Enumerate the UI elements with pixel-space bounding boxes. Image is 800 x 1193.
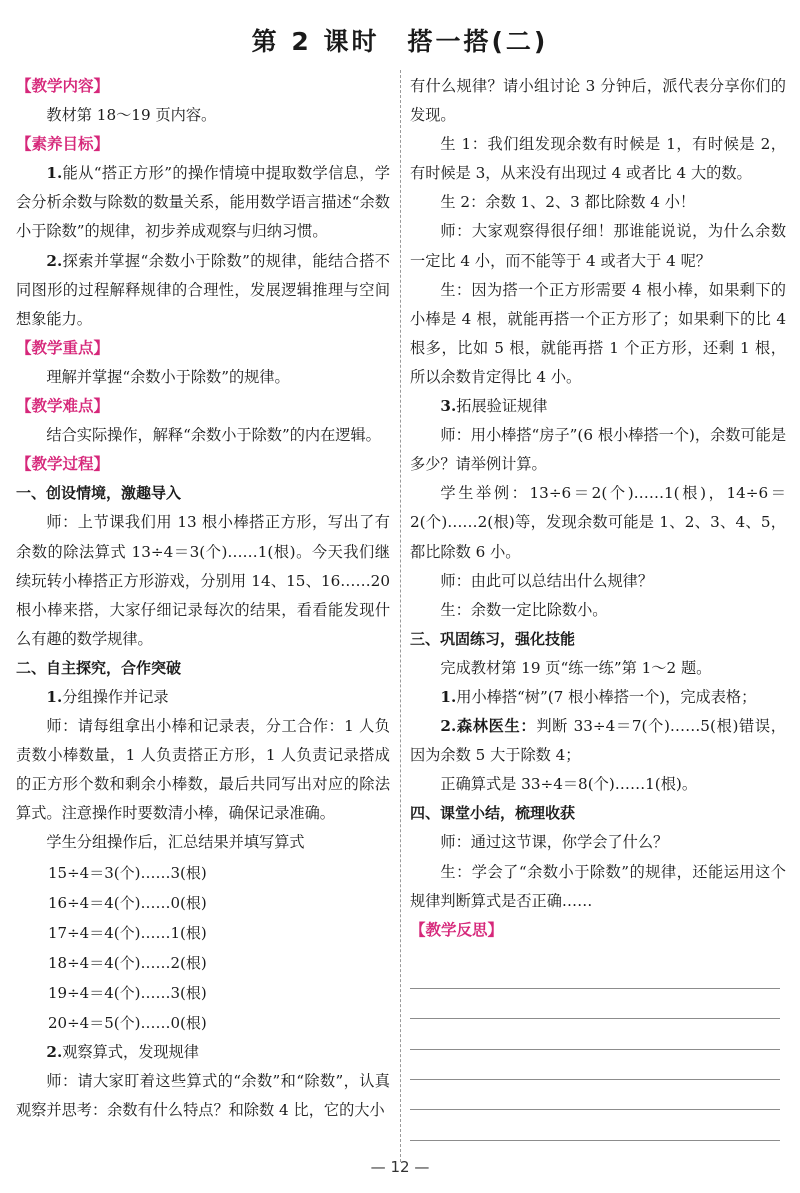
subsection-2-1-text-2: 学生分组操作后，汇总结果并填写算式 [46,833,305,852]
equation-line: 16÷4＝4(个)……0(根) [48,893,207,912]
subsection-2-2-title [16,1038,390,1067]
subsection-2-1-title-text: 分组操作并记录 [62,687,169,706]
exercise-2-correct: 正确算式是 33÷4＝8(个)……1(根)。 [440,775,698,794]
reflection-heading: 【教学反思】 [410,920,504,939]
teacher-question-4: 师：通过这节课，你学会了什么？ [440,833,669,852]
page-number: 12 [390,1158,410,1176]
reflection-lines [410,959,786,1141]
goal-2-number: 2. [46,251,63,270]
difficulty-heading: 【教学难点】 [16,397,110,416]
exercise-2-label: 森林医生： [456,717,537,736]
exercise-2-text: 判断 33÷4＝7(个)……5(根)错误，因为余数 5 大于除数 4； [410,717,786,765]
subsection-2-2-number: 2. [46,1042,63,1061]
section-3-text: 完成教材第 19 页“练一练”第 1～2 题。 [440,658,712,677]
subsection-2-1-title [16,683,390,712]
lesson-title: 第 2 课时 搭一搭(二) [251,27,549,56]
column-divider [400,70,401,1162]
subsection-2-3-number: 3. [440,397,457,416]
goal-1-number: 1. [46,164,63,183]
writing-line [410,959,780,989]
difficulty-text: 结合实际操作，解释“余数小于除数”的内在逻辑。 [46,426,381,445]
teaching-content-heading: 【教学内容】 [16,77,110,95]
process-heading: 【教学过程】 [16,455,110,474]
writing-line [410,1050,780,1080]
exercise-2-number: 2. [440,717,457,736]
student-2-answer: 生 2：余数 1、2、3 都比除数 4 小！ [440,193,696,212]
section-2-heading: 二、自主探究，合作突破 [16,658,182,677]
exercise-1-number: 1. [440,687,457,706]
writing-line [410,1110,780,1140]
subsection-2-2-text: 师：请大家盯着这些算式的“余数”和“除数”，认真观察并思考：余数有什么特点？和除数 4 比，它的大小 [16,1071,390,1119]
section-4-heading: 四、课堂小结，梳理收获 [410,804,576,823]
section-3-heading: 三、巩固练习，强化技能 [410,629,576,648]
section-1-heading: 一、创设情境，激趣导入 [16,484,182,503]
right-column [410,72,786,1141]
student-explanation: 生：因为搭一个正方形需要 4 根小棒，如果剩下的小棒是 4 根，就能再搭一个正方形了；如果剩下的比 4 根多，比如 5 根，就能再搭 1 个正方形，还剩 1 根，所以余数肯定得比 4 小。 [410,280,786,386]
page-footer: — 12 — [370,1158,430,1176]
subsection-2-3-title-text: 拓展验证规律 [456,397,548,416]
key-point-text: 理解并掌握“余数小于除数”的规律。 [46,367,290,386]
student-conclusion: 生：余数一定比除数小。 [440,600,608,619]
subsection-2-3-title [410,392,786,421]
section-1-text: 师：上节课我们用 13 根小棒搭正方形，写出了有余数的除法算式 13÷4＝3(个)……1(根)。今天我们继续玩转小棒搭正方形游戏，分别用 14、15、16……20 根小棒来搭，大家仔细记录每次的结果，看看能发现什么有趣的数学规律。 [16,513,390,648]
equation-line: 20÷4＝5(个)……0(根) [48,1013,207,1032]
equation-line: 15÷4＝3(个)……3(根) [48,863,207,882]
teaching-content-text: 教材第 18～19 页内容。 [46,106,217,125]
equation-line: 17÷4＝4(个)……1(根) [48,923,207,942]
continued-text: 有什么规律？请小组讨论 3 分钟后，派代表分享你们的发现。 [410,77,786,125]
exercise-1 [410,683,786,712]
goal-1 [16,159,390,246]
subsection-2-2-title-text: 观察算式，发现规律 [62,1042,199,1061]
exercise-2 [410,712,786,770]
goal-2-text: 探索并掌握“余数小于除数”的规律，能结合搭不同图形的过程解释规律的合理性，发展逻辑推理与空间想象能力。 [16,251,390,328]
writing-line [410,1080,780,1110]
equation-line: 18÷4＝4(个)……2(根) [48,953,207,972]
goal-2 [16,247,390,334]
subsection-2-1-text: 师：请每组拿出小棒和记录表，分工合作：1 人负责数小棒数量，1 人负责搭正方形，1 人负责记录搭成的正方形个数和剩余小棒数，最后共同写出对应的除法算式。注意操作时要数清小棒，确保记录准确。 [16,717,390,823]
key-point-heading: 【教学重点】 [16,338,110,357]
writing-line [410,1019,780,1049]
subsection-2-1-number: 1. [46,687,63,706]
teacher-question-2: 师：用小棒搭“房子”(6 根小棒搭一个)，余数可能是多少？请举例计算。 [410,426,787,474]
left-column [16,72,390,1125]
writing-line [410,989,780,1019]
exercise-1-text: 用小棒搭“树”(7 根小棒搭一个)，完成表格； [456,687,757,706]
teacher-question-3: 师：由此可以总结出什么规律？ [440,571,654,590]
student-summary: 生：学会了“余数小于除数”的规律，还能运用这个规律判断算式是否正确…… [410,862,786,910]
equation-line: 19÷4＝4(个)……3(根) [48,983,207,1002]
student-examples: 学生举例：13÷6＝2(个)……1(根)，14÷6＝2(个)……2(根)等，发现余数可能是 1、2、3、4、5，都比除数 6 小。 [410,484,786,561]
goal-1-text: 能从“搭正方形”的操作情境中提取数学信息，学会分析余数与除数的数量关系，能用数学语言描述“余数小于除数”的规律，初步养成观察与归纳习惯。 [16,164,390,241]
literacy-goals-heading: 【素养目标】 [16,135,110,154]
student-1-answer: 生 1：我们组发现余数有时候是 1，有时候是 2，有时候是 3，从来没有出现过 4 或者比 4 大的数。 [410,135,786,183]
teacher-question-1: 师：大家观察得很仔细！那谁能说说，为什么余数一定比 4 小，而不能等于 4 或者大于 4 呢？ [410,222,786,270]
